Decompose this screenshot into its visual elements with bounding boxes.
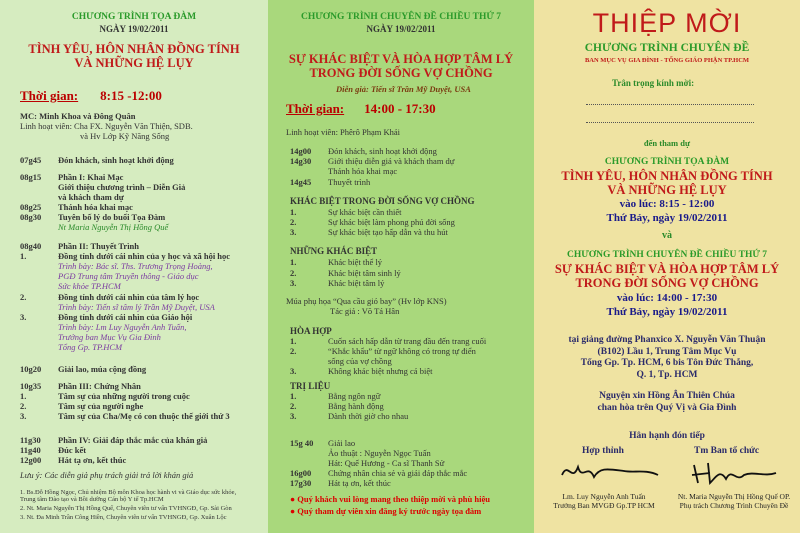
p2-row-text: KHÁC BIỆT TRONG ĐỜI SỐNG VỢ CHỒNG: [290, 196, 475, 206]
signer-1-name: Lm. Luy Nguyễn Anh Tuấn: [562, 492, 646, 501]
sign-label-2: Tm Ban tổ chức: [694, 446, 760, 456]
p2-row-text: sống của vợ chồng: [328, 356, 392, 366]
p1-row-time: 10g35: [20, 381, 42, 391]
p1-row-time: 11g40: [20, 445, 41, 455]
c2-date: Thứ Bảy, ngày 19/02/2011: [606, 306, 728, 318]
p1-time-label: Thời gian:: [20, 88, 79, 103]
p1-footnote-1: 1. Bs.Đỗ Hồng Ngọc, Chủ nhiệm Bộ môn Khoa học hành vi và Giáo dục sức khỏe,: [20, 489, 237, 496]
p2-date: NGÀY 19/02/2011: [366, 24, 436, 34]
p2-row-text: Hát: Quế Hương - Ca sĩ Thanh Sử: [328, 458, 445, 468]
p2-row-text: TRỊ LIỆU: [290, 381, 331, 391]
p1-date: NGÀY 19/02/2011: [99, 24, 169, 34]
p1-row-text: Phần IV: Giải đáp thắc mắc của khán giả: [58, 435, 208, 445]
p2-row-time: 1.: [290, 207, 297, 217]
p2-row-text: Múa phụ họa “Qua cầu gió bay” (Hv lớp KNS): [286, 296, 447, 306]
p2-warning-2: ● Quý tham dự viên xin đăng ký trước ngày tọa đàm: [290, 506, 482, 516]
signer-1: [544, 492, 664, 510]
organizer: BAN MỤC VỤ GIA ĐÌNH - TỔNG GIÁO PHẬN TP.HCM: [584, 57, 750, 64]
p1-lhv-2: và Hv Lớp Kỹ Năng Sống: [80, 131, 170, 141]
p2-row-time: 14g30: [290, 156, 312, 166]
p1-row-time: 1.: [20, 391, 27, 401]
p2-row-text: Tác giả : Võ Tá Hân: [330, 306, 400, 316]
p1-row-text: Tâm sự của người nghe: [58, 401, 144, 411]
p1-row-text: Trình bày: Tiến sĩ tâm lý Trần Mỹ Duyệt, USA: [58, 302, 215, 312]
p2-row-text: Không khác biệt nhưng cá biệt: [328, 366, 433, 376]
p2-time: 14:00 - 17:30: [364, 101, 436, 116]
p1-row-text: Đồng tính dưới cái nhìn của tâm lý học: [58, 292, 200, 302]
p1-row-time: 3.: [20, 312, 27, 322]
p2-row-text: Bằng ngôn ngữ: [328, 391, 381, 401]
p2-row-text: Giới thiệu diễn giả và khách tham dự: [328, 156, 455, 166]
p1-title-line1: TÌNH YÊU, HÔN NHÂN ĐỒNG TÍNH: [28, 42, 240, 56]
invitation-panel: [534, 0, 800, 533]
venue-line-1: tại giảng đường Phanxico X. Nguyễn Văn Thuận: [568, 335, 766, 345]
guest-name-line-2: [586, 122, 754, 123]
c1-title-1: TÌNH YÊU, HÔN NHÂN ĐỒNG TÍNH: [561, 169, 773, 183]
p2-row-text: “Khắc khẩu” từ ngữ không có trong tự điển: [328, 346, 476, 356]
p1-row-time: 1.: [20, 251, 27, 261]
p1-row-text: Sức khỏe TP.HCM: [58, 281, 121, 291]
p2-row-text: Sự khác biệt làm phong phú đời sống: [328, 217, 455, 227]
p2-row-text: Ảo thuật : Nguyễn Ngọc Tuấn: [328, 448, 431, 458]
p2-row-time: 16g00: [290, 468, 312, 478]
and-text: và: [662, 230, 672, 241]
p2-row-text: Sự khác biệt cần thiết: [328, 207, 402, 217]
p1-row-time: 08g25: [20, 202, 42, 212]
p1-row-time: 11g30: [20, 435, 41, 445]
p2-row-time: 1.: [290, 336, 297, 346]
p1-footnote-2: Trung tâm Đào tạo và Bồi dưỡng Cán bộ Y tế Tp.HCM: [20, 496, 164, 503]
p1-row-time: 10g20: [20, 364, 42, 374]
p2-row-time: 2.: [290, 217, 297, 227]
c2-time: vào lúc: 14:00 - 17:30: [616, 292, 718, 304]
p2-row-text: Thuyết trình: [328, 177, 371, 187]
blessing: [534, 391, 800, 414]
signature-1: [554, 455, 664, 489]
p1-row-text: Phần III: Chứng Nhân: [58, 381, 141, 391]
p2-row-time: 1.: [290, 257, 297, 267]
p2-row-time: 3.: [290, 411, 297, 421]
blessing-line-1: Nguyện xin Hồng Ân Thiên Chúa: [599, 391, 735, 401]
p2-row-time: 2.: [290, 268, 297, 278]
p1-heading: CHƯƠNG TRÌNH TỌA ĐÀM: [71, 12, 197, 22]
invite-line: Trân trọng kính mời:: [612, 78, 695, 88]
signer-2-name: Nt. Maria Nguyễn Thị Hồng Quế OP.: [677, 492, 791, 501]
welcome: Hân hạnh đón tiếp: [629, 431, 705, 441]
p2-row-text: Chứng nhân chia sẻ và giải đáp thắc mắc: [328, 468, 468, 478]
p2-row-time: 15g 40: [290, 438, 314, 448]
blessing-line-2: chan hòa trên Quý Vị và Gia Đình: [597, 402, 737, 413]
invitation-subtitle: CHƯƠNG TRÌNH CHUYÊN ĐỀ: [584, 42, 750, 54]
p1-row-text: Đồng tính dưới cái nhìn của Giáo hội: [58, 312, 193, 322]
guest-name-line-1: [586, 104, 754, 105]
c1-title-2: VÀ NHỮNG HỆ LỤY: [607, 183, 727, 197]
p1-row-text: Đồng tính dưới cái nhìn của y học và xã hội học: [58, 251, 231, 261]
p2-row-text: Giải lao: [328, 438, 356, 448]
venue-line-4: Q. 1, Tp. HCM: [636, 369, 698, 380]
p1-mc: MC: Minh Khoa và Đông Quân: [20, 111, 136, 121]
p2-row-text: HÒA HỢP: [290, 326, 332, 336]
p1-footnote-3: 2. Nt. Maria Nguyễn Thị Hồng Quế, Chuyên viên tư vấn TVHNGĐ, Gp. Sài Gòn: [20, 505, 232, 512]
p2-row-text: Bằng hành động: [328, 401, 384, 411]
p1-row-time: 3.: [20, 411, 27, 421]
p1-row-time: 2.: [20, 401, 27, 411]
p1-footnote-4: 3. Nt. Đa Minh Trần Công Hiền, Chuyên viên tư vấn TVHNGĐ, Gp. Xuân Lộc: [20, 514, 227, 521]
venue-line-2: (B102) Lầu 1, Trung Tâm Mục Vụ: [597, 346, 737, 357]
p2-title-line1: SỰ KHÁC BIỆT VÀ HÒA HỢP TÂM LÝ: [288, 52, 514, 66]
p1-row-time: 07g45: [20, 155, 42, 165]
p2-row-text: Khác biệt tâm lý: [328, 278, 385, 288]
p1-row-text: Tổng Gp. TP.HCM: [58, 342, 123, 352]
p1-row-text: Tuyên bố lý do buổi Tọa Đàm: [58, 212, 166, 222]
p2-row-time: 3.: [290, 366, 297, 376]
attend-line: đến tham dự: [643, 138, 691, 148]
p1-row-time: 12g00: [20, 455, 42, 465]
p1-row-text: Trưởng ban Mục Vụ Gia Đình: [58, 332, 161, 342]
sign-label-1: Hợp thỉnh: [582, 446, 624, 456]
p2-speaker: Diễn giả: Tiến sĩ Trần Mỹ Duyệt, USA: [336, 84, 471, 94]
p1-row-text: Phần I: Khai Mạc: [58, 172, 124, 182]
c2-title-1: SỰ KHÁC BIỆT VÀ HÒA HỢP TÂM LÝ: [554, 262, 780, 276]
signature-2: [684, 455, 784, 489]
p2-row-time: 14g45: [290, 177, 312, 187]
p2-warning-1: ● Quý khách vui lòng mang theo thiệp mời và phù hiệu: [290, 494, 490, 504]
p1-row-text: Tâm sự của Cha/Mẹ có con thuộc thế giới thứ 3: [58, 411, 230, 421]
p2-row-text: Đón khách, sinh hoạt khởi động: [328, 146, 437, 156]
p2-row-text: NHỮNG KHÁC BIỆT: [290, 246, 378, 256]
p1-title-line2: VÀ NHỮNG HỆ LỤY: [74, 56, 194, 70]
p1-note: Lưu ý: Các diễn giả phụ trách giải trả lời khán giả: [20, 470, 194, 480]
p1-row-time: 08g15: [20, 172, 42, 182]
p2-heading: CHƯƠNG TRÌNH CHUYÊN ĐỀ CHIỀU THỨ 7: [300, 12, 502, 22]
p1-row-text: và khách tham dự: [58, 192, 124, 202]
c1-date: Thứ Bảy, ngày 19/02/2011: [606, 212, 728, 224]
p2-row-text: Sự khác biệt tạo hấp dẫn và thu hút: [328, 227, 448, 237]
p1-row-text: Giải lao, múa cộng đồng: [58, 364, 147, 374]
p1-row-text: Trình bày: Bác sĩ. Ths. Trương Trọng Hoàng,: [58, 261, 213, 271]
p2-row-time: 3.: [290, 278, 297, 288]
p2-row-text: Thánh hóa khai mạc: [328, 166, 398, 176]
signer-2: [670, 492, 798, 510]
p1-row-time: 08g30: [20, 212, 42, 222]
p2-lhv: Linh hoạt viên: Phêrô Phạm Khải: [286, 127, 401, 137]
p2-row-text: Cuốn sách hấp dẫn từ trang đầu đến trang cuối: [328, 336, 487, 346]
venue-line-3: Tổng Gp. Tp. HCM, 6 bis Tôn Đức Thắng,: [580, 358, 754, 368]
p1-row-text: Tâm sự của những người trong cuộc: [58, 391, 190, 401]
p1-row-text: Hát tạ ơn, kết thúc: [58, 455, 127, 465]
p1-row-text: Thánh hóa khai mạc: [58, 202, 133, 212]
p1-row-text: Đón khách, sinh hoạt khởi động: [58, 155, 174, 165]
p1-time: 8:15 -12:00: [100, 88, 162, 103]
c1-heading: CHƯƠNG TRÌNH TỌA ĐÀM: [604, 157, 730, 167]
p1-lhv-1: Linh hoạt viên: Cha FX. Nguyễn Văn Thiện, SDB.: [20, 121, 193, 131]
p2-row-text: Hát tạ ơn, kết thúc: [328, 478, 391, 488]
p2-title-line2: TRONG ĐỜI SỐNG VỢ CHỒNG: [309, 66, 493, 80]
p2-row-time: 3.: [290, 227, 297, 237]
p1-row-time: 08g40: [20, 241, 42, 251]
p2-row-time: 2.: [290, 346, 297, 356]
p1-row-text: PGĐ Trung tâm Truyền thông - Giáo dục: [58, 271, 199, 281]
c2-heading: CHƯƠNG TRÌNH CHUYÊN ĐỀ CHIỀU THỨ 7: [566, 250, 768, 260]
p2-time-label: Thời gian:: [286, 101, 345, 116]
p1-row-text: Đúc kết: [58, 445, 87, 455]
p1-row-text: Giới thiệu chương trình – Diễn Giả: [58, 182, 186, 192]
program-panel-2: [268, 0, 534, 533]
signer-2-role: Phụ trách Chương Trình Chuyên Đề: [679, 501, 789, 510]
p1-row-time: 2.: [20, 292, 27, 302]
p2-row-text: Dành thời giờ cho nhau: [328, 411, 409, 421]
p2-row-text: Khác biệt tâm sinh lý: [328, 268, 401, 278]
p2-row-time: 14g00: [290, 146, 312, 156]
program-panel-1: [0, 0, 268, 533]
p1-row-text: Phần II: Thuyết Trình: [58, 241, 140, 251]
venue: [534, 335, 800, 381]
p2-row-time: 2.: [290, 401, 297, 411]
signer-1-role: Trưởng Ban MVGĐ Gp.TP HCM: [553, 501, 655, 510]
c1-time: vào lúc: 8:15 - 12:00: [619, 198, 715, 210]
invitation-title: THIỆP MỜI: [592, 8, 742, 38]
p2-row-time: 17g30: [290, 478, 312, 488]
p1-row-text: Nt Maria Nguyễn Thị Hồng Quế: [58, 222, 169, 232]
p2-row-time: 1.: [290, 391, 297, 401]
p1-row-text: Trình bày: Lm Luy Nguyễn Anh Tuấn,: [58, 322, 187, 332]
p2-row-text: Khác biệt thể lý: [328, 257, 383, 267]
c2-title-2: TRONG ĐỜI SỐNG VỢ CHỒNG: [575, 276, 759, 290]
